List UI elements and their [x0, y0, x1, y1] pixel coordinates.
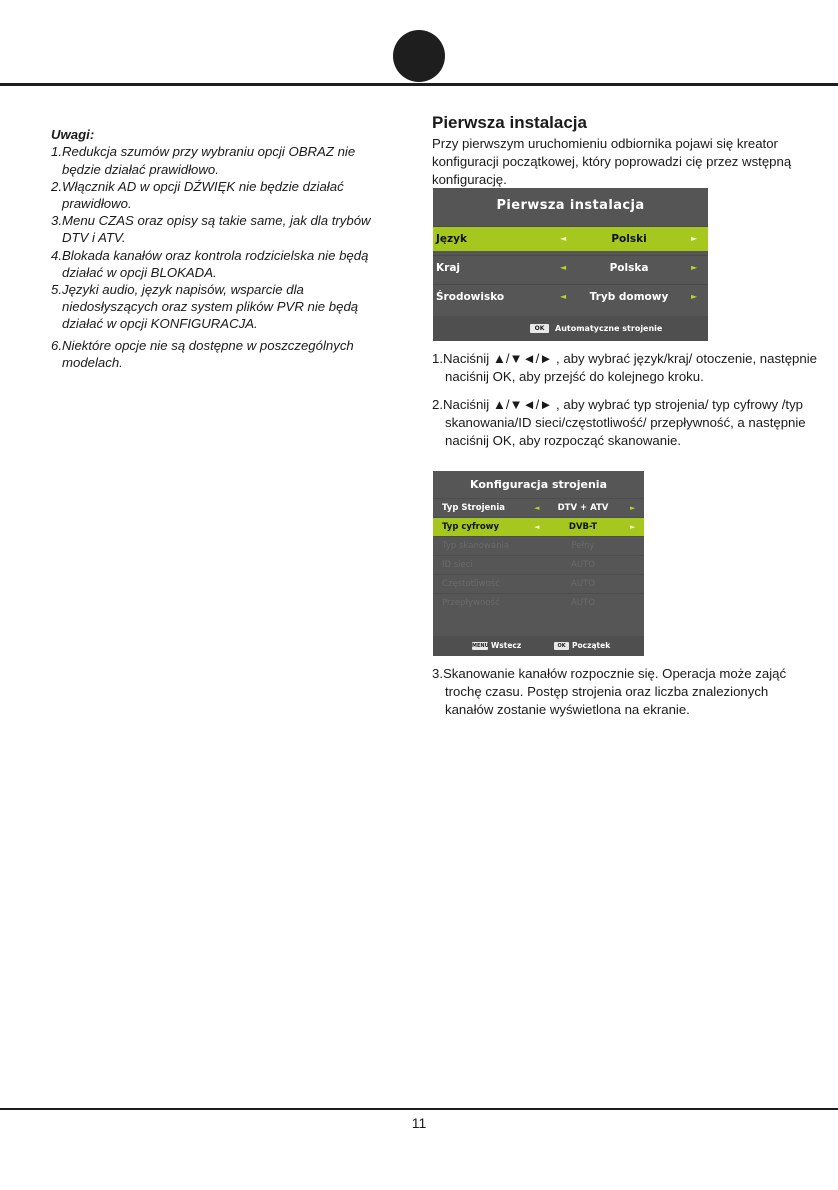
menu-row-digital-type[interactable]: [433, 517, 644, 537]
note-item: 1.Redukcja szumów przy wybraniu opcji OBRAZ nie będzie działać prawidłowo.: [51, 144, 356, 177]
arrow-right-icon[interactable]: ►: [691, 234, 698, 243]
page-number: 11: [411, 1115, 427, 1131]
note-item: 3.Menu CZAS oraz opisy są takie same, jak dla trybów DTV i ATV.: [51, 213, 371, 246]
menu-title: Pierwsza instalacja: [433, 188, 708, 226]
arrow-left-icon[interactable]: ◄: [560, 234, 567, 243]
menu-footer: [433, 636, 644, 656]
notes-section: [51, 113, 396, 371]
arrow-left-icon[interactable]: ◄: [560, 292, 567, 301]
menu-row-network-id: [433, 555, 644, 575]
row-label: Przepływność: [442, 598, 500, 608]
menu-row-frequency: [433, 574, 644, 594]
arrow-right-icon[interactable]: ►: [630, 523, 636, 531]
row-label: Typ Strojenia: [442, 503, 505, 513]
note-item: 6.Niektóre opcje nie są dostępne w poszczególnych modelach.: [51, 337, 354, 370]
back-button[interactable]: Wstecz: [491, 641, 522, 650]
arrow-left-icon[interactable]: ◄: [534, 523, 540, 531]
arrow-left-icon[interactable]: ◄: [560, 263, 567, 272]
menu-row-scan-type: [433, 536, 644, 556]
auto-tuning-button[interactable]: Automatyczne strojenie: [555, 324, 663, 333]
note-item: 4.Blokada kanałów oraz kontrola rodzicielska nie będą działać w opcji BLOKADA.: [51, 247, 369, 280]
arrow-right-icon[interactable]: ►: [691, 292, 698, 301]
row-value: AUTO: [571, 579, 595, 589]
first-installation-menu: [433, 188, 708, 341]
ok-key-icon: OK: [554, 642, 569, 650]
row-label: Środowisko: [436, 291, 505, 303]
note-item: 2.Włącznik AD w opcji DŹWIĘK nie będzie działać prawidłowo.: [51, 178, 344, 211]
arrow-right-icon[interactable]: ►: [630, 504, 636, 512]
row-label: Kraj: [436, 262, 460, 274]
note-item: 5.Języki audio, język napisów, wsparcie dla niedosłyszących oraz system plików PVR nie będą działać w opcji KONFIGURACJA.: [51, 282, 359, 332]
start-button[interactable]: Początek: [572, 641, 611, 650]
row-value: Polska: [609, 262, 649, 274]
row-value: AUTO: [571, 598, 595, 608]
step-1: 1.Naciśnij ▲/▼◄/► , aby wybrać język/kraj/ otoczenie, następnie naciśnij OK, aby przejść do kolejnego kroku.: [432, 351, 817, 384]
row-value: DTV + ATV: [557, 503, 609, 513]
row-label: Częstotliwość: [442, 579, 500, 589]
row-value: AUTO: [571, 560, 595, 570]
tuning-setup-menu: [433, 471, 644, 656]
row-label: Typ cyfrowy: [442, 522, 500, 532]
ok-key-icon: OK: [530, 324, 549, 333]
notes-title: Uwagi:: [51, 127, 95, 143]
row-label: Typ skanowania: [442, 541, 510, 551]
menu-row-country[interactable]: [433, 255, 708, 280]
menu-footer: [433, 316, 708, 341]
arrow-left-icon[interactable]: ◄: [534, 504, 540, 512]
menu-title: Konfiguracja strojenia: [469, 478, 607, 491]
menu-key-icon: MENU: [472, 643, 489, 649]
menu-row-tuning-type[interactable]: [433, 498, 644, 518]
row-value: Tryb domowy: [589, 291, 669, 303]
menu-row-symbol-rate: [433, 593, 644, 613]
row-value: Polski: [611, 233, 647, 245]
row-label: Język: [436, 233, 467, 245]
row-value: Pełny: [571, 541, 595, 551]
first-installation-section: [432, 113, 807, 189]
menu-row-language[interactable]: [433, 226, 708, 251]
header-circle-marker: [393, 30, 445, 82]
menu-row-environment[interactable]: [433, 284, 708, 309]
step-2: 2.Naciśnij ▲/▼◄/► , aby wybrać typ strojenia/ typ cyfrowy /typ skanowania/ID sieci/częstotliwość/ przepływność, a następnie naciśnij OK, aby rozpocząć skanowanie.: [432, 397, 806, 448]
section-title: Pierwsza instalacja: [432, 113, 587, 132]
row-value: DVB-T: [568, 522, 598, 532]
section-intro: Przy pierwszym uruchomieniu odbiornika pojawi się kreator konfiguracji początkowej, który poprowadzi cię przez wstępną konfigurację.: [432, 136, 792, 187]
bottom-divider: [0, 1108, 838, 1110]
step-3: 3.Skanowanie kanałów rozpocznie się. Operacja może zająć trochę czasu. Postęp strojenia oraz liczba znalezionych kanałów zostanie wyświetlona na ekranie.: [432, 666, 787, 717]
top-divider: [0, 83, 838, 86]
row-label: ID sieci: [442, 560, 473, 570]
arrow-right-icon[interactable]: ►: [691, 263, 698, 272]
